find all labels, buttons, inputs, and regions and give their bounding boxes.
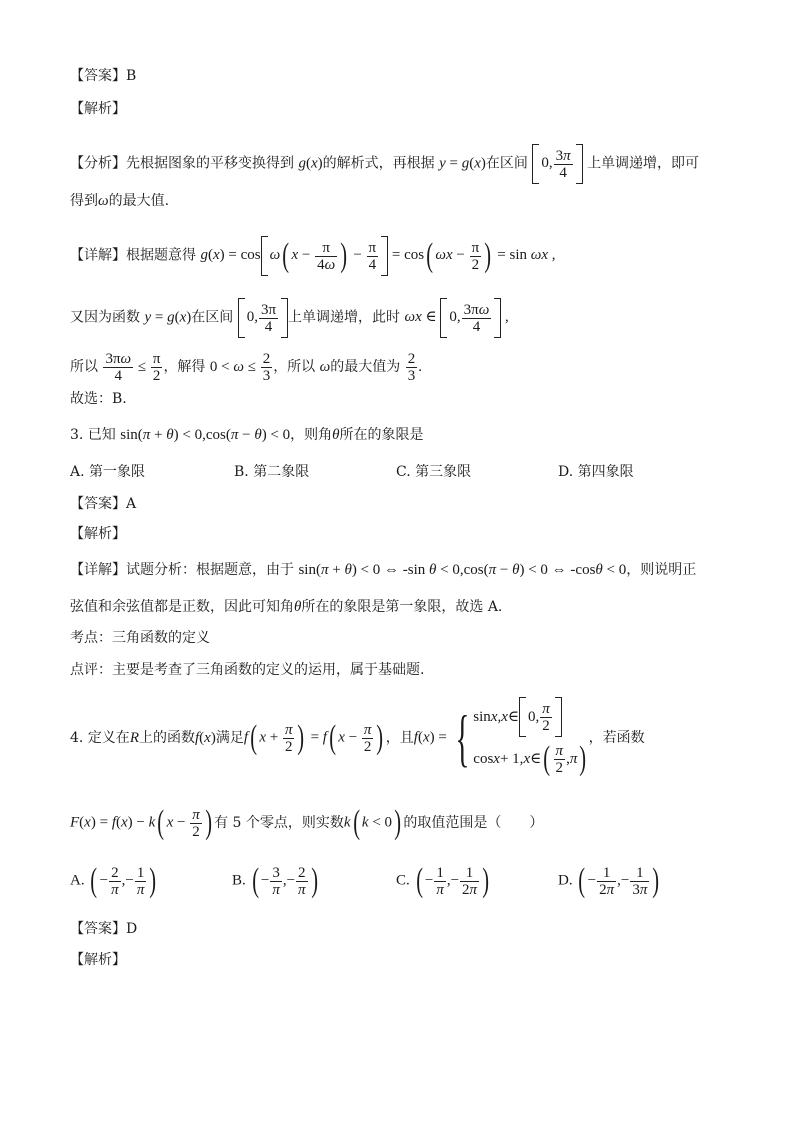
- q4-answer-line: 【答案】D: [70, 921, 138, 937]
- q4-analysis-label: 【解析】: [70, 952, 126, 968]
- q3-stem: 3. 已知 sin(π + θ) < 0,cos(π − θ) < 0，则角θ所在的象限是: [70, 427, 424, 443]
- q4-options: [70, 864, 730, 900]
- q4-option-b: B. ( − $\frac{3}{\pi}$ ,− $\frac{2}{\pi}$ ): [232, 862, 318, 899]
- q3-number: 3.: [70, 427, 84, 443]
- q3-detail-line2: 弦值和余弦值都是正数，因此可知角θ所在的象限是第一象限，故选 A.: [70, 599, 503, 615]
- q2-analysis-label: 【解析】: [70, 101, 126, 117]
- q3-option-c: C. 第三象限: [396, 464, 472, 480]
- answer-value: B: [126, 68, 137, 84]
- q4-stem-line2: F(x) = f(x) − k( x − $\frac{\pi}{2}$ ) 有 5 个零点，则实数 k( k < 0) 的取值范围是（ ）: [70, 804, 544, 841]
- q2-detail-line1: 【详解】根据题意得 g(x) = cos ω( x − $\frac{\pi}{4\omega}$ ) − $\frac{\pi}{4}$ = cos( ωx − $\frac{\pi}{2}$ ) = sin ωx ,: [70, 237, 556, 274]
- q2-fenxi-line1: 【分析】先根据图象的平移变换得到 g(x)的解析式，再根据 y = g(x)在区间 0, $\frac{3\pi}{4}$ 上单调递增，即可: [70, 144, 699, 184]
- math-q4-functional-eq: f( x + $\frac{\pi}{2}$ ) = f( x − $\frac{\pi}{2}$ ): [243, 719, 384, 756]
- q4-option-c: C. ( − $\frac{1}{\pi}$ ,− $\frac{1}{2\pi}$ ): [396, 862, 490, 899]
- q2-detail-line2: 又因为函数 y = g(x)在区间 0, $\frac{3\pi}{4}$ 上单调递增，此时 ωx ∈ 0, $\frac{3\pi\omega}{4}$ ,: [70, 298, 509, 338]
- q3-dianping: 点评：主要是考查了三角函数的定义的运用，属于基础题.: [70, 662, 425, 678]
- q4-option-a: A. ( − $\frac{2}{\pi}$ ,− $\frac{1}{\pi}$ ): [70, 862, 157, 899]
- math-interval: 0, $\frac{3\pi}{4}$: [532, 155, 582, 171]
- q2-fenxi-line2: 得到ω的最大值.: [70, 193, 170, 209]
- q3-answer-line: 【答案】A: [70, 496, 137, 512]
- math-q4-Fx: F(x) = f(x) − k( x − $\frac{\pi}{2}$ ): [70, 804, 212, 841]
- math-detail-formula: g(x) = cos ω( x − $\frac{\pi}{4\omega}$ ) − $\frac{\pi}{4}$ = cos( ωx − $\frac{\pi}{2}$ ) = sin ωx ,: [200, 237, 556, 274]
- math-gx: g(x): [298, 155, 323, 172]
- q3-option-d: D. 第四象限: [558, 464, 634, 480]
- math-q3-condition: sin(π + θ) < 0,cos(π − θ) < 0: [120, 427, 291, 443]
- math-y-eq-gx: y = g(x): [439, 155, 486, 172]
- q3-options: [70, 462, 730, 482]
- q3-option-b: B. 第二象限: [234, 464, 310, 480]
- q2-detail-line3: 所以 $\frac{3\pi\omega}{4}$ ≤ $\frac{\pi}{2}$ ，解得 0 < ω ≤ $\frac{2}{3}$ ，所以 ω的最大值为 $\frac{2}{3}$ .: [70, 351, 422, 384]
- answer-label: 【答案】: [70, 68, 126, 84]
- q3-kaodian: 考点：三角函数的定义: [70, 630, 210, 646]
- math-q4-piecewise: f(x) = { sin x , x ∈ 0, π 2 cos x + 1, x ∈ ( π 2 , π ): [414, 696, 589, 780]
- q3-analysis-label: 【解析】: [70, 526, 126, 542]
- q3-option-a: A. 第一象限: [70, 464, 146, 480]
- q2-answer-line: [70, 66, 136, 86]
- q2-choose: 故选：B.: [70, 391, 127, 407]
- math-q3-equivalence: sin(π + θ) < 0 ⇔ -sin θ < 0,cos(π − θ) < 0 ⇔ -cosθ < 0: [298, 562, 627, 578]
- q3-detail-line1: 【详解】试题分析：根据题意，由于 sin(π + θ) < 0 ⇔ -sin θ < 0,cos(π − θ) < 0 ⇔ -cosθ < 0，则说明正: [70, 562, 697, 578]
- q4-stem-line1: 4. 定义在 R 上的函数 f(x) 满足 f( x + $\frac{\pi}{2}$ ) = f( x − $\frac{\pi}{2}$ ) ，且 f(x) = { sin x , x ∈ 0, π 2 cos x + 1, x ∈ ( π 2 , π ) ，若函数: [70, 716, 645, 760]
- q4-option-d: D. ( − $\frac{1}{2\pi}$ ,− $\frac{1}{3\pi}$ ): [558, 862, 660, 899]
